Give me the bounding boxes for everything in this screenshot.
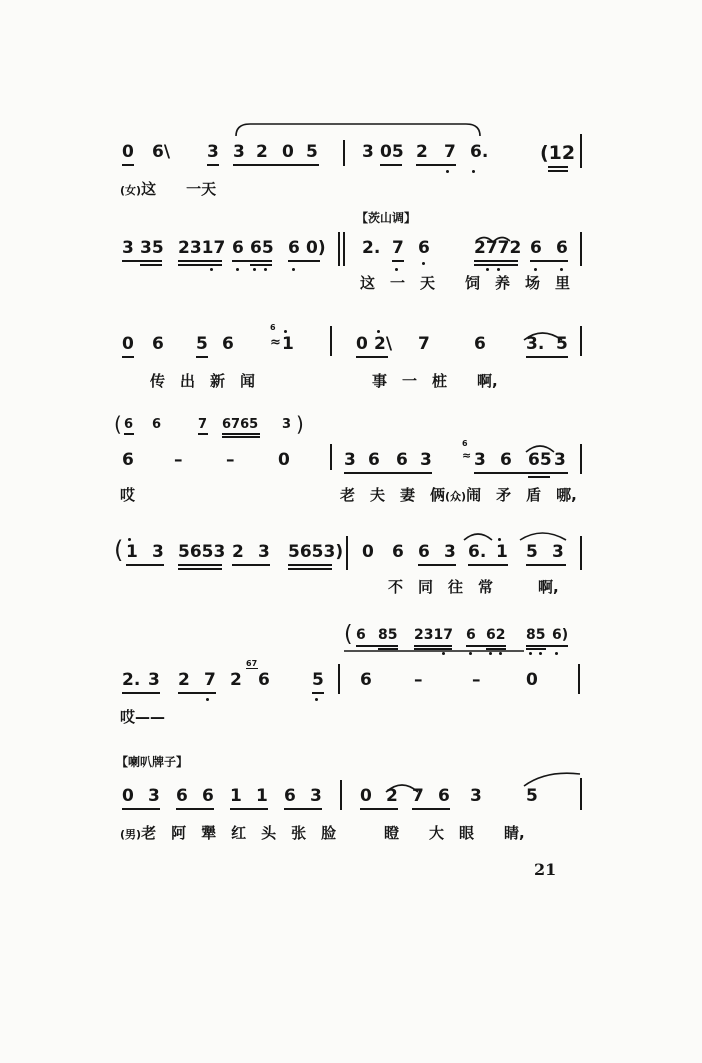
note: 6. [468, 542, 487, 562]
interlude: ) [296, 412, 304, 436]
lyric: 这 一 天 饲 养 场 里 [360, 274, 571, 292]
note: 3 [554, 450, 566, 470]
lyric: 事 一 桩 啊, [372, 372, 498, 390]
note: 0) [306, 238, 326, 258]
note: 2. [362, 238, 381, 258]
note: 0 [282, 142, 294, 162]
note: 6\ [152, 142, 171, 162]
note: 2. [122, 670, 141, 690]
tune-name: 【喇叭牌子】 [116, 755, 189, 769]
lyric: 老 夫 妻 俩(众)闹 矛 盾 哪, [340, 486, 577, 504]
note: 62 [486, 627, 506, 643]
note: 3 [148, 786, 160, 806]
note: – [472, 670, 481, 690]
note: 1 [126, 542, 138, 562]
lyric: 哎—— [120, 708, 166, 726]
note: 7 [418, 334, 430, 354]
note: 6 [152, 334, 164, 354]
note: 0 [122, 334, 134, 354]
note: 3 [152, 542, 164, 562]
note: 85 [526, 627, 546, 643]
note: 6 [284, 786, 296, 806]
note: 3 [207, 142, 219, 162]
note: 1 [282, 334, 294, 354]
note: 6 [176, 786, 188, 806]
note: 6 [258, 670, 270, 690]
note: 6) [552, 627, 569, 643]
note: 5 [526, 542, 538, 562]
note: 3 [444, 542, 456, 562]
lyric: (女)这 一天 [120, 180, 217, 198]
note: 2 [416, 142, 428, 162]
tune-name: 【茨山调】 [356, 211, 417, 225]
note: 6 [288, 238, 300, 258]
note: 6 [418, 238, 430, 258]
note: 6 [474, 334, 486, 354]
note: 1 [256, 786, 268, 806]
note: 2772 [474, 238, 522, 258]
note: 3 [470, 786, 482, 806]
note: 3 [362, 142, 374, 162]
note: 6 [438, 786, 450, 806]
note: ≈ [462, 449, 472, 462]
note: – [174, 450, 183, 470]
page-number: 21 [534, 860, 557, 879]
note: 7 [198, 417, 208, 432]
note: 2317 [414, 627, 453, 643]
note: 85 [378, 627, 398, 643]
note: 6 [124, 417, 134, 432]
note: 6 [396, 450, 408, 470]
lyric: 传 出 新 闻 [150, 372, 256, 390]
note: 7 [444, 142, 456, 162]
note: 0 [122, 142, 134, 162]
lyric: 不 同 往 常 啊, [388, 578, 559, 596]
note: 2317 [178, 238, 226, 258]
note: 6 [368, 450, 380, 470]
note: – [226, 450, 235, 470]
note: 1 [496, 542, 508, 562]
note: – [414, 670, 423, 690]
note: 2 [232, 542, 244, 562]
lyric: (男)老 阿 犟 红 头 张 脸 [120, 824, 337, 842]
note: 0 [356, 334, 368, 354]
note: 3 [474, 450, 486, 470]
note: 7 [392, 238, 404, 258]
note: 0 [360, 786, 372, 806]
note: 0 [278, 450, 290, 470]
note: 6 [232, 238, 244, 258]
note: 3 [148, 670, 160, 690]
note: 65 [528, 450, 552, 470]
note: 0 [526, 670, 538, 690]
note: 3 [233, 142, 245, 162]
note: 0 [122, 786, 134, 806]
note: 5 [306, 142, 318, 162]
note: 1 [230, 786, 242, 806]
note: 3 [122, 238, 134, 258]
note: 2 [256, 142, 268, 162]
note: 05 [380, 142, 404, 162]
note: 6765 [222, 417, 259, 432]
note: ≈ [270, 335, 281, 350]
note: 2\ [374, 334, 393, 354]
note: 3 [282, 417, 292, 432]
note: 6 [466, 627, 476, 643]
lyric: 哎 [120, 486, 136, 504]
interlude: ( [114, 536, 124, 564]
note: 3 [552, 542, 564, 562]
note: 7 [412, 786, 424, 806]
note: 6 [360, 670, 372, 690]
note: 6. [470, 142, 489, 162]
note: 6 [356, 627, 366, 643]
note: 6 [392, 542, 404, 562]
note: 6 [202, 786, 214, 806]
lyric: 瞪 大 眼 睛, [384, 824, 525, 842]
note: 6 [152, 417, 162, 432]
note: 6 [500, 450, 512, 470]
note: 0 [362, 542, 374, 562]
note: 5 [556, 334, 568, 354]
note: 3 [310, 786, 322, 806]
note: 7 [204, 670, 216, 690]
note: 65 [250, 238, 274, 258]
note: 6 [418, 542, 430, 562]
note: 35 [140, 238, 164, 258]
note: 5 [526, 786, 538, 806]
note: 3 [344, 450, 356, 470]
note: 2 [386, 786, 398, 806]
note: 3 [258, 542, 270, 562]
note: 6 [222, 334, 234, 354]
note: 5 [196, 334, 208, 354]
note: 6 [556, 238, 568, 258]
note: 2 [230, 670, 242, 690]
interlude: ( [344, 622, 353, 647]
note: 5653 [178, 542, 226, 562]
note: 2 [178, 670, 190, 690]
note: 3 [420, 450, 432, 470]
note: 5 [312, 670, 324, 690]
note: (12 [540, 142, 576, 164]
note: 6 [530, 238, 542, 258]
note: 3. [526, 334, 545, 354]
note: 5653) [288, 542, 344, 562]
note: 6 [122, 450, 134, 470]
interlude: ( [114, 412, 122, 436]
